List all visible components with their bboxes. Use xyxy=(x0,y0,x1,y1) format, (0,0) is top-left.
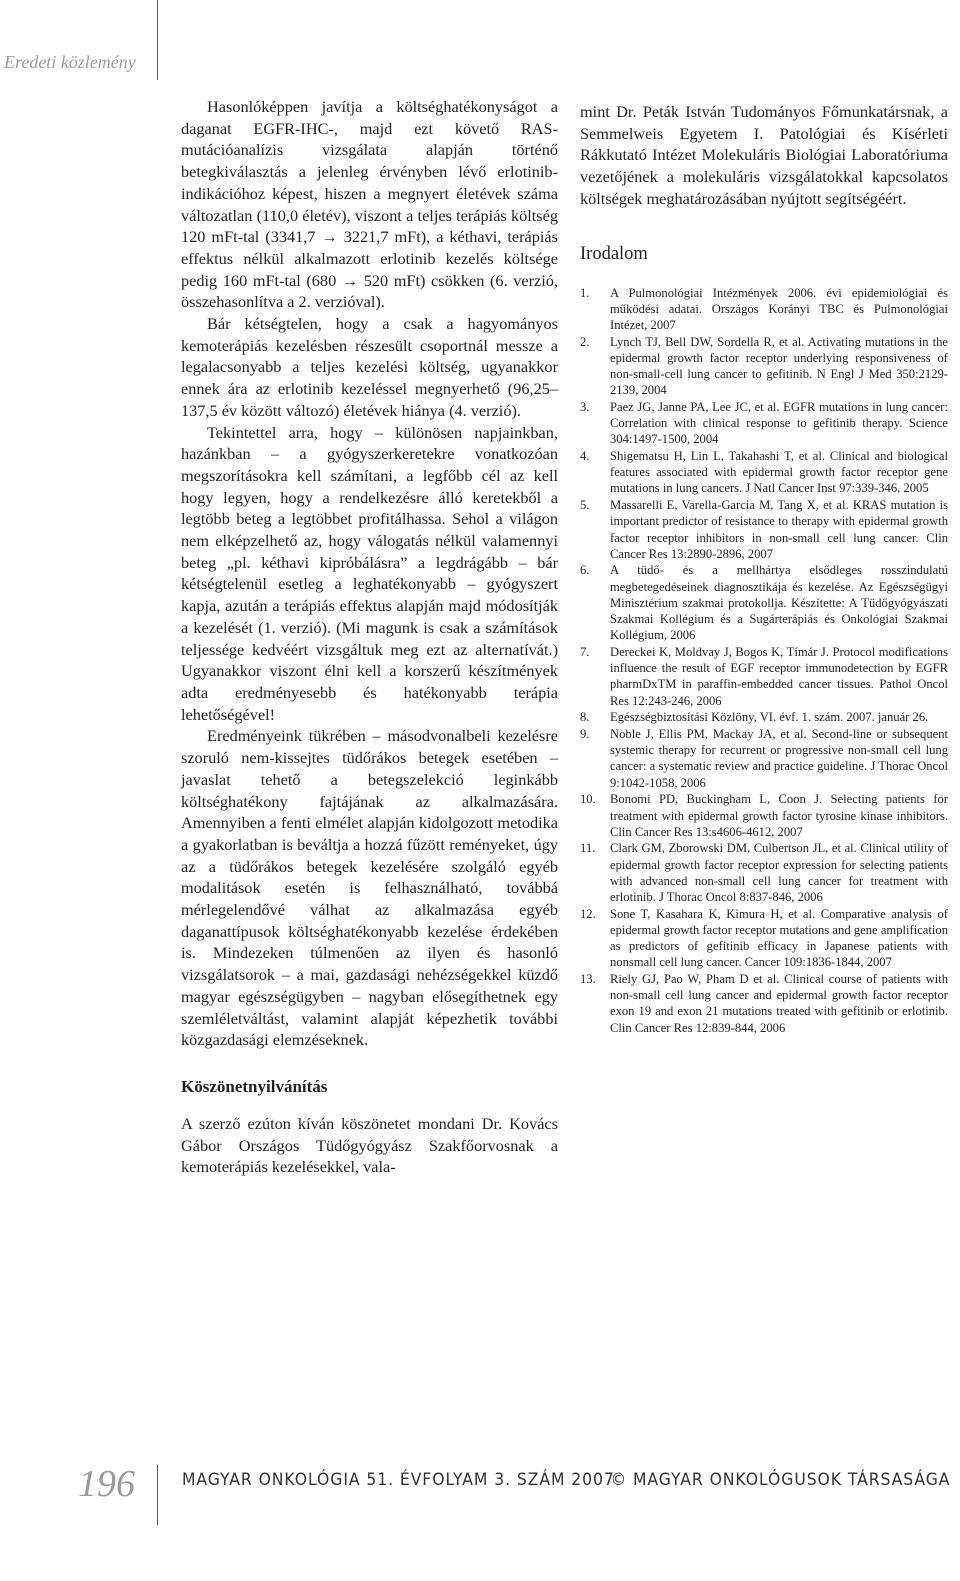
reference-item xyxy=(580,726,948,791)
reference-text: Paez JG, Janne PA, Lee JC, et al. EGFR mutations in lung cancer: Correlation with clinical response to gefitinib therapy. Science 304:1497-1500, 2004 xyxy=(610,399,948,447)
reference-item xyxy=(580,448,948,497)
reference-text: Noble J, Ellis PM, Mackay JA, et al. Second-line or subsequent systemic therapy for recurrent or progressive non-small cell lung cancer: a systematic review and practice guideline. J Thorac Oncol 9:1042-1058, 2006 xyxy=(610,727,948,790)
reference-item xyxy=(580,562,948,643)
reference-text: Egészségbiztosítási Közlöny, VI. évf. 1. szám. 2007. január 26. xyxy=(610,710,929,725)
reference-text: Massarelli E, Varella-Garcia M, Tang X, et al. KRAS mutation is important predictor of resistance to therapy with epidermal growth factor receptor inhibitors in non-small cell lung cancer. Clin Cancer Res 13:2890-2896, 2007 xyxy=(610,498,948,561)
margin-rule-top xyxy=(157,0,158,80)
reference-number: 6. xyxy=(580,563,590,578)
reference-text: Shigematsu H, Lin L, Takahashi T, et al. Clinical and biological features associated with epidermal growth factor receptor gene mutations in lung cancers. J Natl Cancer Inst 97:339-346, 2005 xyxy=(610,449,948,496)
reference-number: 5. xyxy=(580,498,590,513)
journal-footer: MAGYAR ONKOLÓGIA 51. ÉVFOLYAM 3. SZÁM 2007 xyxy=(182,1470,615,1490)
acknowledgement-text: A szerző ezúton kíván köszönetet mondani Dr. Kovács Gábor Országos Tüdőgyógyász Szakfőorvosnak a kemoterápiás kezelésekkel, vala- xyxy=(181,1113,558,1177)
reference-item xyxy=(580,709,948,725)
references-list xyxy=(580,285,948,1036)
page-number: 196 xyxy=(78,1463,135,1505)
body-paragraph: Bár kétségtelen, hogy a csak a hagyományos kemoterápiás kezelésben részesült csoportnál messze a legalacsonyabb a teljes kezelési költség, ugyanakkor ennek ára az erlotinib kezeléssel megnyerhető (96,25–137,5 év között változó) életévek hiánya (4. verzió). xyxy=(181,314,558,420)
left-column xyxy=(181,96,558,1178)
reference-number: 11. xyxy=(580,841,596,856)
right-column xyxy=(580,101,948,1036)
reference-text: Sone T, Kasahara K, Kimura H, et al. Comparative analysis of epidermal growth factor receptor mutations and gene amplification as predictors of gefitinib efficacy in Japanese patients with nonsmall cell lung cancer. Cancer 109:1836-1844, 2007 xyxy=(610,906,948,970)
reference-item xyxy=(580,840,948,905)
reference-number: 2. xyxy=(580,334,590,349)
margin-rule-bottom xyxy=(157,1465,158,1525)
reference-text: Riely GJ, Pao W, Pham D et al. Clinical course of patients with non-small cell lung cancer and epidermal growth factor receptor exon 19 and exon 21 mutations treated with gefitinib or erlotinib. Clin Cancer Res 12:839-844, 2006 xyxy=(610,972,948,1035)
section-label: Eredeti közlemény xyxy=(4,52,136,72)
reference-text: Dereckei K, Moldvay J, Bogos K, Tímár J. Protocol modifications influence the result of EGF receptor immunodetection by EGFR pharmDxTM in paraffin-embedded cancer tissues. Pathol Oncol Res 12:243-246, 2006 xyxy=(610,644,948,708)
acknowledgement-heading: Köszönetnyilvánítás xyxy=(181,1076,328,1096)
reference-text: A tüdő- és a mellhártya elsődleges rosszindulatú megbetegedéseinek diagnosztikája és kezelése. Az Egészségügyi Minisztérium szakmai protokollja. Készítette: A Tüdőgyógyászati Szakmai Kollégium és a Sugárterápiás és Onkológiai Szakmai Kollégium, 2006 xyxy=(610,563,948,643)
reference-number: 9. xyxy=(580,727,590,741)
reference-item xyxy=(580,644,948,709)
reference-number: 4. xyxy=(580,449,590,464)
reference-number: 3. xyxy=(580,399,590,414)
reference-item xyxy=(580,906,948,971)
reference-number: 13. xyxy=(580,972,596,987)
body-paragraph: Tekintettel arra, hogy – különösen napjainkban, hazánkban – a gyógyszerkeretekre vonatkozóan megszorításokra kell számítani, a legfőbb cél az kell hogy legyen, hogy a rendelkezésre álló keretekből a legtöbb beteg a legtöbbet profitálhassa. Sehol a világon nem elképzelhető az, hogy válogatás nélkül valamennyi beteg „pl. kéthavi kipróbálásra” a legdrágább – bár kétségtelenül esetleg a leghatékonyabb – gyógyszert kapja, azután a terápiás effektus alapján majd módosítják a kezelését (1. verzió). (Mi magunk is csak a számítások teljessége kedvéért vizsgáltuk meg ezt az alternatívát.) Ugyanakkor viszont élni kell a korszerű készítmények adta eredményesebb és hatékonyabb terápia lehetőségével! xyxy=(181,422,558,724)
reference-text: Bonomi PD, Buckingham L, Coon J. Selecting patients for treatment with epidermal growth factor tyrosine kinase inhibitors. Clin Cancer Res 13:s4606-4612, 2007 xyxy=(610,792,948,839)
references-heading: Irodalom xyxy=(580,243,648,264)
reference-item xyxy=(580,399,948,448)
reference-text: A Pulmonológiai Intézmények 2006. évi epidemiológiai és működési adatai. Országos Korányi TBC és Pulmonológiai Intézet, 2007 xyxy=(610,285,948,332)
reference-item xyxy=(580,334,948,399)
copyright-footer: © MAGYAR ONKOLÓGUSOK TÁRSASÁGA xyxy=(610,1470,950,1490)
body-paragraph: Hasonlóképpen javítja a költséghatékonyságot a daganat EGFR-IHC-, majd ezt követő RAS-mutációanalízis vizsgálata alapján történő betegkiválasztás a jelenleg érvényben lévő erlotinib-indikációhoz képest, hiszen a megnyert életévek száma változatlan (110,0 életév), viszont a teljes terápiás költség 120 mFt-tal (3341,7 → 3221,7 mFt), a kéthavi, terápiás effektus nélkül alkalmazott erlotinib kezelés költsége pedig 160 mFt-tal (680 → 520 mFt) csökken (6. verzió, összehasonlítva a 2. verzióval). xyxy=(181,97,558,312)
reference-number: 8. xyxy=(580,710,590,725)
reference-number: 7. xyxy=(580,644,590,659)
reference-number: 10. xyxy=(580,792,596,807)
reference-item xyxy=(580,791,948,840)
reference-number: 1. xyxy=(580,285,590,300)
reference-text: Clark GM, Zborowski DM, Culbertson JL, et al. Clinical utility of epidermal growth factor receptor expression for selecting patients with advanced non-small cell lung cancer for treatment with erlotinib. J Thorac Oncol 8:837-846, 2006 xyxy=(610,841,948,905)
reference-item xyxy=(580,971,948,1036)
reference-item xyxy=(580,285,948,334)
body-paragraph: Eredményeink tükrében – másodvonalbeli kezelésre szoruló nem-kissejtes tüdőrákos betegek esetében – javaslat tehető a betegszelekció leginkább költséghatékony fajtájának az alkalmazására. Amennyiben a fenti elmélet alapján kidolgozott metodika a gyakorlatban is beváltja a hozzá fűzött reményeket, úgy az a tüdőrákos betegek kezelésére szolgáló egyéb modalitások esetén is felhasználható, továbbá mérlegelendővé válhat az alkalmazása egyéb daganattípusok költséghatékonyabb kezelése érdekében is. Mindezeken túlmenően az ilyen és hasonló vizsgálatsorok – a mai, gazdasági nehézségekkel küzdő magyar egészségügyben – nagyban elősegíthetnek egy szemléletváltást, valamint alapját képezhetik további közgazdasági elemzéseknek. xyxy=(181,726,558,1050)
reference-text: Lynch TJ, Bell DW, Sordella R, et al. Activating mutations in the epidermal growth factor receptor underlying responsiveness of non-small-cell lung cancer to gefitinib. N Engl J Med 350:2129-2139, 2004 xyxy=(610,334,948,398)
acknowledgement-continuation: mint Dr. Peták István Tudományos Főmunkatársnak, a Semmelweis Egyetem I. Patológiai és Kísérleti Rákkutató Intézet Molekuláris Biológiai Laboratóriuma vezetőjének a molekuláris vizsgálatokkal kapcsolatos költségek meghatározásában nyújtott segítségéért. xyxy=(580,102,948,208)
reference-number: 12. xyxy=(580,906,596,921)
reference-item xyxy=(580,497,948,562)
